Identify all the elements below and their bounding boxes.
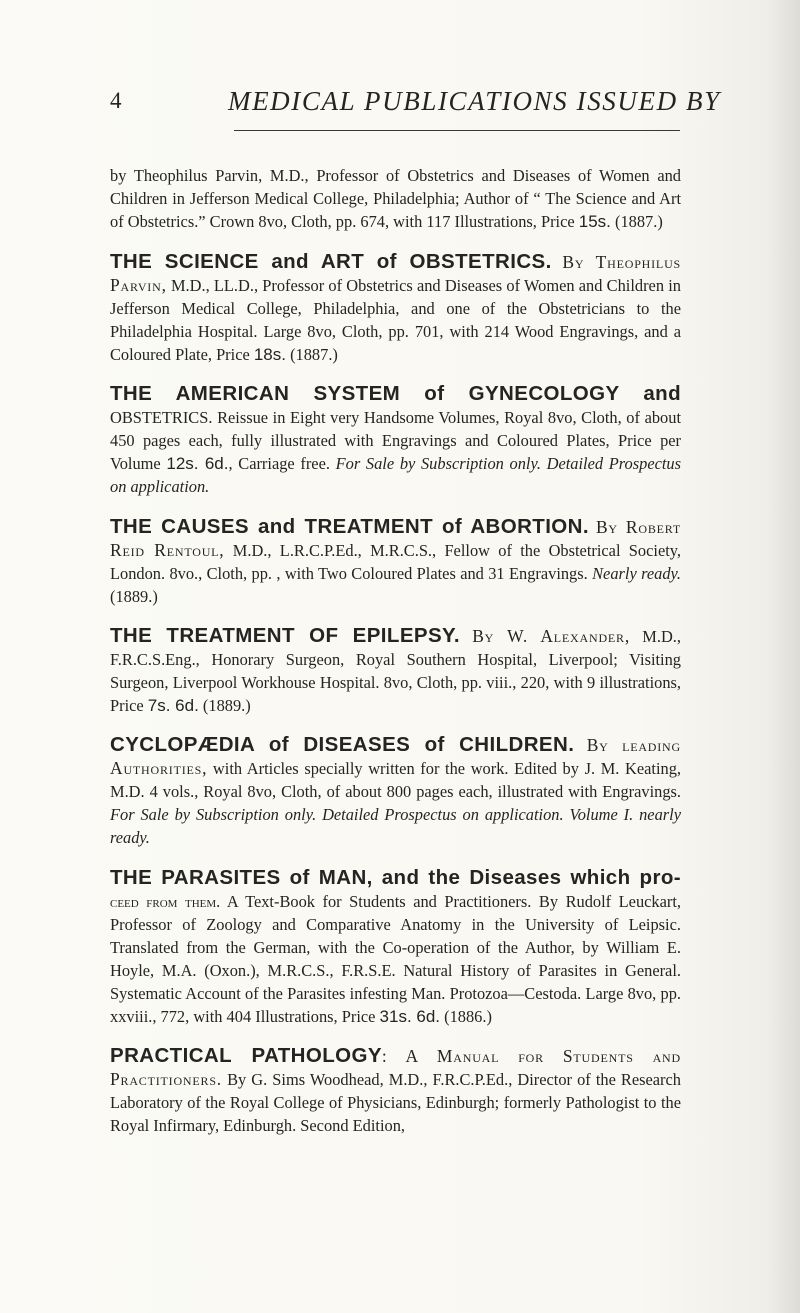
publication-entry-5 [110, 624, 681, 717]
entry-tail: (1886.) [440, 1006, 492, 1026]
entry-title: THE PARASITES of MAN, and the Diseases which pro- [110, 865, 681, 889]
entry-price: 31s. 6d. [379, 1006, 441, 1026]
page-number: 4 [110, 88, 122, 113]
entry-tail: (1887.) [285, 344, 338, 364]
publication-entry-7 [110, 866, 681, 1028]
entry-author: By Theophilus Parvin, [110, 251, 682, 295]
entry-note: For Sale by Subscription only. Detailed Prospectus on application. Volume I. nearly ready. [110, 805, 681, 848]
publication-list [110, 148, 681, 1149]
entry-tail: (1887.) [610, 212, 663, 232]
entry-text: M.D., F.R.C.S.Eng., Honorary Surgeon, Royal Southern Hospital, Liverpool; Visiting Surgeon, Liverpool Workhouse Hospital. 8vo, Cloth, pp. viii., 220, with 9 illustrations, Price [110, 626, 681, 715]
entry-text: By G. Sims Woodhead, M.D., F.R.C.P.Ed., Director of the Research Laboratory of the Royal College of Physicians, Edinburgh; formerly Pathologist to the Royal Infirmary, Edinburgh. Second Edition, [110, 1070, 681, 1136]
entry-price: 15s. [578, 212, 611, 232]
header-rule [234, 130, 680, 131]
entry-tail: (1889.) [198, 695, 251, 715]
publication-entry-3 [110, 382, 681, 498]
entry-note: For Sale by Subscription only. Detailed Prospectus on application. [110, 454, 681, 497]
entry-author: By W. Alexander, [472, 625, 631, 646]
entry-title: CYCLOPÆDIA of DISEASES of CHILDREN. [110, 733, 575, 757]
publication-entry-4 [110, 515, 681, 608]
entry-text: by Theophilus Parvin, M.D., Professor of Obstetrics and Diseases of Women and Children in Jefferson Medical College, Philadelphia; Author of “ The Science and Art of Obstetrics.” Crown 8vo, Cloth, pp. 674, with 117 Illustrations, Price [110, 166, 681, 232]
publication-entry-6 [110, 733, 681, 849]
entry-text: M.D., L.R.C.P.Ed., M.R.C.S., Fellow of the Obstetrical Society, London. 8vo., Cloth, pp. , with Two Coloured Plates and 31 Engravings. [110, 540, 682, 583]
entry-title-continuation: ceed from them. [110, 891, 221, 911]
publication-entry-2 [110, 250, 681, 366]
entry-author: : A Manual for Students and Practitioners. [110, 1046, 681, 1090]
running-title: MEDICAL PUBLICATIONS ISSUED BY [228, 86, 721, 116]
running-header [0, 86, 800, 126]
entry-tail: (1889.) [110, 586, 158, 606]
entry-title: PRACTICAL PATHOLOGY [110, 1044, 382, 1068]
entry-title: THE AMERICAN SYSTEM of GYNECOLOGY and [110, 382, 681, 406]
publication-entry-8 [110, 1044, 681, 1137]
entry-price: 7s. 6d. [147, 695, 199, 715]
entry-title: THE TREATMENT OF EPILEPSY. [110, 623, 460, 647]
entry-text: A Text-Book for Students and Practitioners. By Rudolf Leuckart, Professor of Zoology and Comparative Anatomy in the University of Leipsic. Translated from the German, with the Co-operation of the Author, by William E. Hoyle, M.A. (Oxon.), M.R.C.S., F.R.S.E. Natural History of Parasites in General. Systematic Account of the Parasites infesting Man. Protozoa—Cestoda. Large 8vo, pp. xxviii., 772, with 404 Illustrations, Price [110, 891, 681, 1026]
entry-author: By leading Authorities, [110, 735, 681, 779]
entry-tail: , Carriage free. [228, 454, 336, 474]
entry-price: 12s. 6d. [166, 454, 229, 474]
entry-text: M.D., LL.D., Professor of Obstetrics and Diseases of Women and Children in Jefferson Medical College, Philadelphia, and one of the Obstetricians to the Philadelphia Hospital. Large 8vo, Cloth, pp. 701, with 214 Wood Engravings, and a Coloured Plate, Price [110, 275, 681, 364]
entry-author: By Robert Reid Rentoul, [110, 516, 681, 560]
publication-entry-1 [110, 164, 681, 233]
entry-title: THE SCIENCE and ART of OBSTETRICS. [110, 249, 552, 273]
entry-text: OBSTETRICS. Reissue in Eight very Handsome Volumes, Royal 8vo, Cloth, of about 450 pages each, fully illustrated with Engravings and Coloured Plates, Price per Volume [110, 408, 681, 474]
entry-note: Nearly ready. [592, 563, 681, 583]
entry-text: with Articles specially written for the work. Edited by J. M. Keating, M.D. 4 vols., Royal 8vo, Cloth, of about 800 pages each, illustrated with Engravings. [110, 759, 681, 802]
entry-title: THE CAUSES and TREATMENT of ABORTION. [110, 514, 589, 538]
entry-price: 18s. [253, 344, 286, 364]
